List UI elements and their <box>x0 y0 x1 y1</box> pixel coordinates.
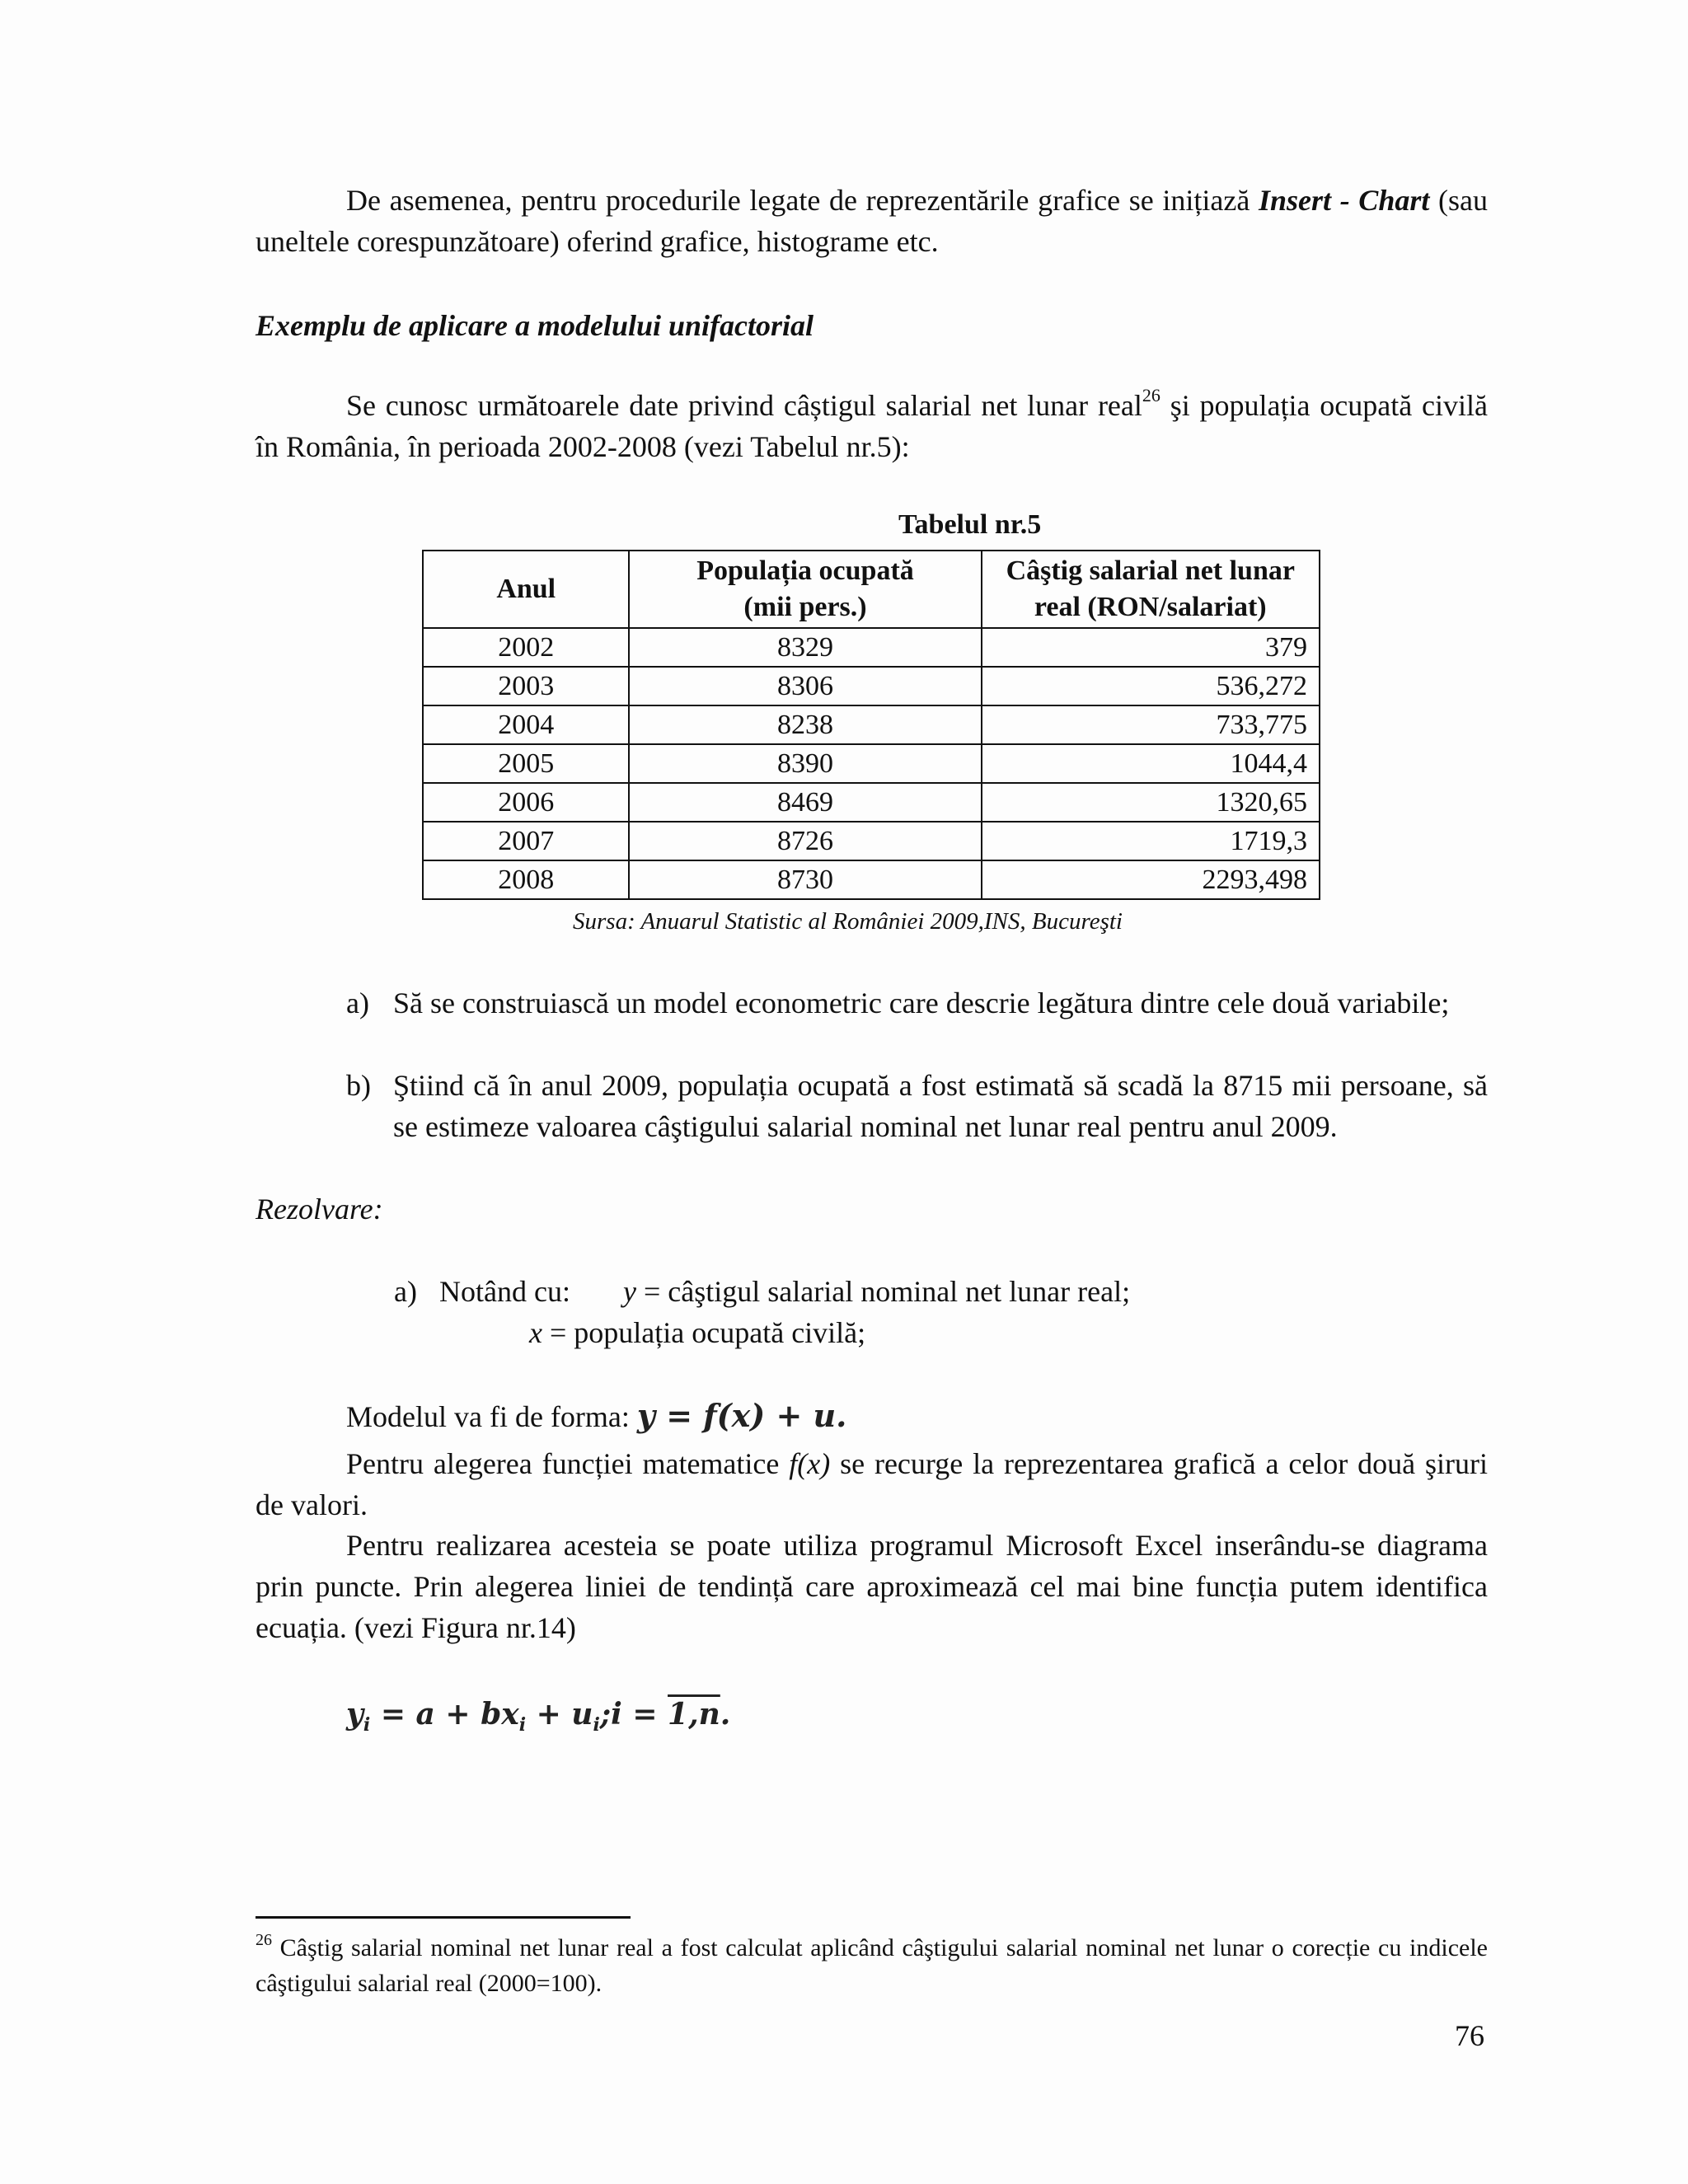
footnote <box>256 1930 1488 2001</box>
table-source: Sursa: Anuarul Statistic al României 2009,INS, Bucureşti <box>573 908 1123 935</box>
insert-chart-reference: Insert - Chart <box>1258 184 1430 217</box>
task-item-b <box>346 1065 1488 1147</box>
cell-salary: 733,775 <box>982 705 1320 744</box>
task-label: a) <box>346 987 369 1019</box>
table-header-row <box>423 551 1320 628</box>
notation-x: x = populația ocupată civilă; <box>529 1316 866 1349</box>
intro-paragraph <box>256 180 1488 262</box>
solution-label: Rezolvare: <box>256 1193 383 1226</box>
model-equation: y = f(x) + u. <box>636 1397 847 1434</box>
function-choice-paragraph: Pentru alegerea funcției matematice f(x) se recurge la reprezentarea grafică a celor două şiruri de valori. <box>256 1447 1488 1521</box>
task-text: Ştiind că în anul 2009, populația ocupată a fost estimată să scadă la 8715 mii persoane, să se estimeze valoarea câştigului salarial nominal net lunar real pentru anul 2009. <box>393 1069 1488 1143</box>
table-row <box>423 705 1320 744</box>
task-text: Să se construiască un model econometric care descrie legătura dintre cele două variabile; <box>393 987 1450 1019</box>
notation-label: a) <box>394 1275 417 1308</box>
cell-year: 2008 <box>423 860 629 899</box>
notation-intro: Notând cu: <box>439 1275 570 1308</box>
table-row <box>423 783 1320 822</box>
table-row <box>423 667 1320 705</box>
cell-population: 8238 <box>629 705 981 744</box>
linear-model-equation: $y_i = a + bx_i$ + $u_i;i = 1,n$. <box>346 1697 731 1736</box>
cell-salary: 536,272 <box>982 667 1320 705</box>
data-intro-text-end: şi populația ocupată civilă în România, în perioada 2002-2008 (vezi Tabelul nr.5): <box>256 389 1489 463</box>
page-number: 76 <box>1455 2019 1484 2052</box>
footnote-separator <box>256 1916 631 1919</box>
table-row <box>423 744 1320 783</box>
excel-paragraph: Pentru realizarea acesteia se poate utiliza programul Microsoft Excel inserându-se diagrama prin puncte. Prin alegerea liniei de tendință care aproximează cel mai bine funcția putem identifica ecuația. (vezi Figura nr.14) <box>256 1529 1488 1644</box>
footnote-text: Câştig salarial nominal net lunar real a fost calculat aplicând câştigului salarial nominal net lunar o corecție cu indicele câştigului salarial real (2000=100). <box>256 1934 1488 1997</box>
cell-salary: 2293,498 <box>982 860 1320 899</box>
cell-year: 2002 <box>423 628 629 667</box>
cell-salary: 379 <box>982 628 1320 667</box>
data-table <box>422 550 1320 900</box>
cell-population: 8469 <box>629 783 981 822</box>
cell-year: 2003 <box>423 667 629 705</box>
intro-text-end: (sau uneltele corespunzătoare) oferind grafice, histograme etc. <box>256 184 1488 258</box>
data-intro-paragraph <box>256 385 1488 467</box>
example-heading: Exemplu de aplicare a modelului unifactorial <box>256 309 814 342</box>
cell-year: 2007 <box>423 822 629 860</box>
footnote-reference[interactable]: 26 <box>1142 385 1160 405</box>
intro-text: De asemenea, pentru procedurile legate de reprezentările grafice se inițiază <box>346 184 1259 217</box>
cell-population: 8306 <box>629 667 981 705</box>
cell-population: 8390 <box>629 744 981 783</box>
cell-population: 8726 <box>629 822 981 860</box>
header-salary: Câştig salarial net lunar real (RON/salariat) <box>982 551 1320 628</box>
task-item-a <box>346 982 1488 1024</box>
task-label: b) <box>346 1069 371 1102</box>
cell-year: 2006 <box>423 783 629 822</box>
cell-population: 8329 <box>629 628 981 667</box>
cell-population: 8730 <box>629 860 981 899</box>
notation-y: y = câştigul salarial nominal net lunar real; <box>623 1275 1131 1308</box>
cell-salary: 1320,65 <box>982 783 1320 822</box>
function-fx: f(x) <box>789 1447 831 1480</box>
cell-salary: 1044,4 <box>982 744 1320 783</box>
header-year: Anul <box>423 551 629 628</box>
footnote-number: 26 <box>256 1931 272 1949</box>
data-intro-text: Se cunosc următoarele date privind câștigul salarial net lunar real <box>346 389 1142 422</box>
cell-salary: 1719,3 <box>982 822 1320 860</box>
table-row <box>423 860 1320 899</box>
table-caption: Tabelul nr.5 <box>898 509 1042 540</box>
header-population: Populația ocupată (mii pers.) <box>629 551 981 628</box>
model-form: Modelul va fi de forma: y = f(x) + u. <box>346 1397 847 1434</box>
table-row <box>423 628 1320 667</box>
cell-year: 2005 <box>423 744 629 783</box>
cell-year: 2004 <box>423 705 629 744</box>
table-row <box>423 822 1320 860</box>
